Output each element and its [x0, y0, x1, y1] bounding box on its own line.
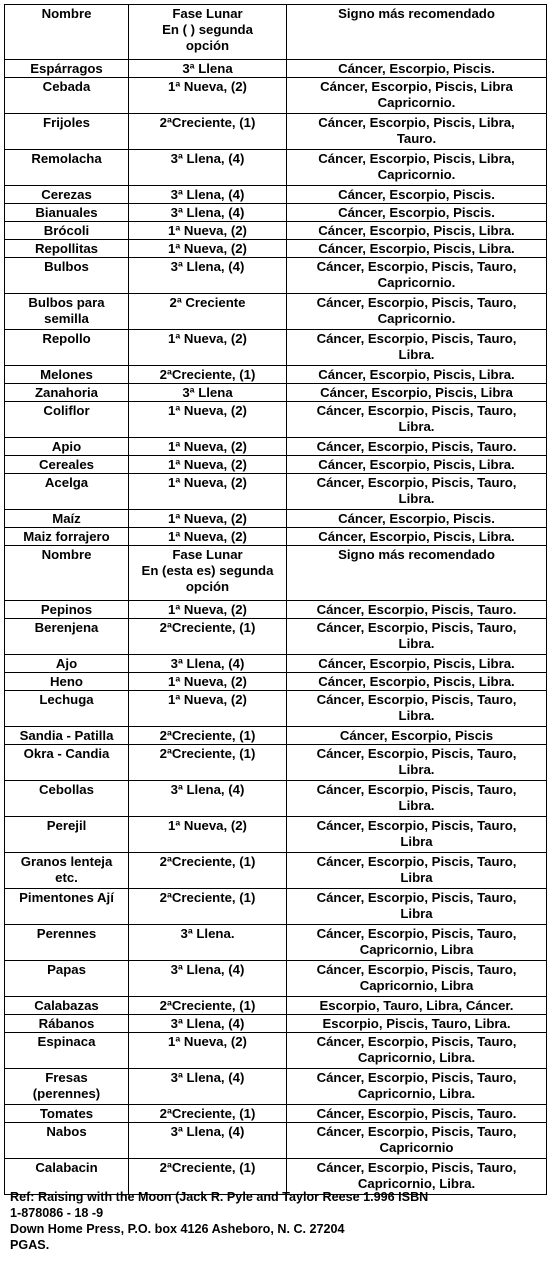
moon-phase: 1ª Nueva, (2) — [129, 330, 287, 366]
cell-line: Calabazas — [34, 998, 99, 1013]
header-fase-lunar — [129, 5, 287, 60]
recommended-signs — [287, 78, 547, 114]
table-row — [5, 691, 547, 727]
cell-line: Cáncer, Escorpio, Piscis, Tauro, — [316, 295, 517, 310]
table-row — [5, 384, 547, 402]
recommended-signs — [287, 510, 547, 528]
moon-phase: 2ªCreciente, (1) — [129, 745, 287, 781]
cell-line: Acelga — [44, 475, 89, 490]
moon-phase: 1ª Nueva, (2) — [129, 528, 287, 546]
moon-phase: 1ª Nueva, (2) — [129, 222, 287, 240]
cell-line: Okra - Candia — [23, 746, 110, 761]
table-header-second — [5, 546, 547, 601]
cell-line: Cáncer, Escorpio, Piscis, Libra. — [318, 367, 515, 382]
table-row — [5, 474, 547, 510]
cell-line: Cebada — [42, 79, 91, 94]
table-row — [5, 673, 547, 691]
crop-name — [5, 961, 129, 997]
cell-line: Lechuga — [39, 692, 94, 707]
planting-table — [4, 4, 547, 1195]
cell-line: Maiz forrajero — [23, 529, 110, 544]
recommended-signs — [287, 601, 547, 619]
cell-line: Escorpio, Tauro, Libra, Cáncer. — [319, 998, 514, 1013]
cell-line: Capricornio. — [377, 311, 456, 326]
cell-line: Repollitas — [34, 241, 99, 256]
table-row — [5, 222, 547, 240]
crop-name — [5, 1105, 129, 1123]
crop-name — [5, 456, 129, 474]
table-row — [5, 601, 547, 619]
cell-line: Tomates — [39, 1106, 94, 1121]
moon-phase: 2ªCreciente, (1) — [129, 853, 287, 889]
recommended-signs — [287, 745, 547, 781]
cell-line: Cáncer, Escorpio, Piscis, Tauro, — [316, 403, 517, 418]
recommended-signs — [287, 204, 547, 222]
cell-line: etc. — [55, 870, 78, 885]
table-row — [5, 1105, 547, 1123]
crop-name — [5, 817, 129, 853]
crop-name — [5, 619, 129, 655]
recommended-signs — [287, 1033, 547, 1069]
table-row — [5, 1033, 547, 1069]
cell-line: Capricornio, Libra. — [357, 1176, 476, 1191]
cell-line: Cáncer, Escorpio, Piscis, Tauro, — [316, 1124, 517, 1139]
recommended-signs — [287, 1069, 547, 1105]
table-row — [5, 330, 547, 366]
moon-phase: 3ª Llena — [129, 384, 287, 402]
cell-line: Capricornio — [379, 1140, 454, 1155]
cell-line: Granos lenteja — [20, 854, 113, 869]
recommended-signs — [287, 258, 547, 294]
cell-line: Maíz — [52, 511, 81, 526]
recommended-signs — [287, 240, 547, 258]
recommended-signs — [287, 727, 547, 745]
header-signo: Signo más recomendado — [287, 546, 547, 601]
cell-line: Espárragos — [30, 61, 103, 76]
recommended-signs — [287, 961, 547, 997]
cell-line: Libra. — [398, 347, 435, 362]
cell-line: Cáncer, Escorpio, Piscis, Tauro, — [316, 1160, 517, 1175]
cell-line: Cáncer, Escorpio, Piscis, Tauro, — [316, 890, 517, 905]
cell-line: Capricornio, Libra. — [357, 1086, 476, 1101]
cell-line: Cáncer, Escorpio, Piscis. — [338, 511, 495, 526]
moon-phase: 3ª Llena, (4) — [129, 781, 287, 817]
moon-phase: 1ª Nueva, (2) — [129, 240, 287, 258]
table-row — [5, 619, 547, 655]
cell-line: Calabacin — [35, 1160, 98, 1175]
moon-phase: 1ª Nueva, (2) — [129, 817, 287, 853]
moon-phase: 3ª Llena. — [129, 925, 287, 961]
cell-line: Cáncer, Escorpio, Piscis, Libra. — [318, 241, 515, 256]
moon-phase: 2ª Creciente — [129, 294, 287, 330]
table-row — [5, 60, 547, 78]
cell-line: En (esta es) segunda — [141, 563, 274, 578]
table-row — [5, 294, 547, 330]
cell-line: Cáncer, Escorpio, Piscis, Tauro. — [316, 602, 517, 617]
cell-line: Cáncer, Escorpio, Piscis, Libra, — [318, 115, 515, 130]
cell-line: Cáncer, Escorpio, Piscis, Tauro, — [316, 782, 517, 797]
table-row — [5, 510, 547, 528]
cell-line: Libra — [400, 834, 433, 849]
recommended-signs — [287, 655, 547, 673]
table-row — [5, 456, 547, 474]
recommended-signs — [287, 528, 547, 546]
crop-name — [5, 150, 129, 186]
crop-name — [5, 204, 129, 222]
crop-name — [5, 853, 129, 889]
cell-line: Libra. — [398, 419, 435, 434]
moon-phase: 2ªCreciente, (1) — [129, 619, 287, 655]
cell-line: Zanahoria — [34, 385, 99, 400]
cell-line: Berenjena — [34, 620, 99, 635]
moon-phase: 1ª Nueva, (2) — [129, 510, 287, 528]
header-nombre: Nombre — [5, 5, 129, 60]
recommended-signs — [287, 781, 547, 817]
cell-line: Libra — [400, 870, 433, 885]
cell-line: Pimentones Ají — [19, 890, 114, 905]
cell-line: Fase Lunar — [172, 547, 243, 562]
crop-name — [5, 78, 129, 114]
cell-line: Fase Lunar — [172, 6, 243, 21]
cell-line: Cáncer, Escorpio, Piscis, Libra. — [318, 674, 515, 689]
cell-line: Cáncer, Escorpio, Piscis, Tauro. — [316, 439, 517, 454]
moon-phase: 3ª Llena, (4) — [129, 655, 287, 673]
cell-line: Libra. — [398, 798, 435, 813]
cell-line: En ( ) segunda — [162, 22, 253, 37]
moon-phase: 2ªCreciente, (1) — [129, 889, 287, 925]
table-row — [5, 925, 547, 961]
recommended-signs — [287, 997, 547, 1015]
crop-name — [5, 528, 129, 546]
cell-line: Cáncer, Escorpio, Piscis. — [338, 205, 495, 220]
header-fase-lunar — [129, 546, 287, 601]
crop-name — [5, 1123, 129, 1159]
table-row — [5, 1123, 547, 1159]
moon-phase: 3ª Llena, (4) — [129, 961, 287, 997]
crop-name — [5, 258, 129, 294]
cell-line: opción — [185, 38, 230, 53]
cell-line: Cáncer, Escorpio, Piscis, Tauro, — [316, 475, 517, 490]
recommended-signs — [287, 619, 547, 655]
recommended-signs — [287, 474, 547, 510]
cell-line: Cerezas — [41, 187, 92, 202]
cell-line: Capricornio. — [377, 95, 456, 110]
crop-name — [5, 438, 129, 456]
moon-phase: 3ª Llena — [129, 60, 287, 78]
cell-line: Papas — [47, 962, 86, 977]
crop-name — [5, 601, 129, 619]
cell-line: Ajo — [55, 656, 78, 671]
moon-phase: 3ª Llena, (4) — [129, 204, 287, 222]
crop-name — [5, 691, 129, 727]
cell-line: Cáncer, Escorpio, Piscis, Libra. — [318, 223, 515, 238]
cell-line: Heno — [50, 674, 83, 689]
cell-line: Cáncer, Escorpio, Piscis, Libra — [320, 79, 513, 94]
cell-line: Bianuales — [35, 205, 98, 220]
cell-line: Cáncer, Escorpio, Piscis. — [338, 187, 495, 202]
moon-phase: 1ª Nueva, (2) — [129, 691, 287, 727]
crop-name — [5, 240, 129, 258]
moon-phase: 3ª Llena, (4) — [129, 1069, 287, 1105]
table-row — [5, 402, 547, 438]
cell-line: Bulbos — [44, 259, 89, 274]
cell-line: Fresas — [45, 1070, 88, 1085]
table-row — [5, 1069, 547, 1105]
moon-phase: 1ª Nueva, (2) — [129, 78, 287, 114]
cell-line: Frijoles — [43, 115, 90, 130]
recommended-signs — [287, 384, 547, 402]
reference-line: Down Home Press, P.O. box 4126 Asheboro, N. C. 27204 — [10, 1222, 345, 1236]
crop-name — [5, 745, 129, 781]
cell-line: Capricornio, Libra — [359, 942, 474, 957]
cell-line: Cereales — [39, 457, 94, 472]
recommended-signs — [287, 366, 547, 384]
cell-line: Cáncer, Escorpio, Piscis, Tauro. — [316, 1106, 517, 1121]
moon-phase: 3ª Llena, (4) — [129, 258, 287, 294]
crop-name — [5, 402, 129, 438]
crop-name — [5, 474, 129, 510]
recommended-signs — [287, 150, 547, 186]
moon-phase: 1ª Nueva, (2) — [129, 438, 287, 456]
moon-phase: 2ªCreciente, (1) — [129, 727, 287, 745]
cell-line: Capricornio. — [377, 275, 456, 290]
cell-line: Cáncer, Escorpio, Piscis, Tauro, — [316, 818, 517, 833]
moon-phase: 1ª Nueva, (2) — [129, 474, 287, 510]
cell-line: Cáncer, Escorpio, Piscis, Tauro, — [316, 746, 517, 761]
cell-line: Cáncer, Escorpio, Piscis, Libra, — [318, 151, 515, 166]
table-row — [5, 1015, 547, 1033]
moon-phase: 3ª Llena, (4) — [129, 150, 287, 186]
table-row — [5, 114, 547, 150]
crop-name — [5, 114, 129, 150]
cell-line: Pepinos — [40, 602, 93, 617]
crop-name — [5, 330, 129, 366]
cell-line: Libra. — [398, 491, 435, 506]
moon-phase: 3ª Llena, (4) — [129, 1015, 287, 1033]
table-row — [5, 186, 547, 204]
reference-line: PGAS. — [10, 1238, 50, 1252]
recommended-signs — [287, 853, 547, 889]
table-row — [5, 258, 547, 294]
cell-line: (perennes) — [32, 1086, 101, 1101]
recommended-signs — [287, 330, 547, 366]
cell-line: Capricornio, Libra — [359, 978, 474, 993]
cell-line: Capricornio. — [377, 167, 456, 182]
table-row — [5, 853, 547, 889]
cell-line: Cáncer, Escorpio, Piscis, Tauro, — [316, 331, 517, 346]
cell-line: Cáncer, Escorpio, Piscis — [339, 728, 494, 743]
recommended-signs — [287, 1015, 547, 1033]
cell-line: Cáncer, Escorpio, Piscis, Tauro, — [316, 1034, 517, 1049]
moon-phase: 2ªCreciente, (1) — [129, 366, 287, 384]
table-row — [5, 240, 547, 258]
recommended-signs — [287, 186, 547, 204]
cell-line: Cáncer, Escorpio, Piscis, Libra. — [318, 457, 515, 472]
recommended-signs — [287, 817, 547, 853]
table-row — [5, 78, 547, 114]
crop-name — [5, 1033, 129, 1069]
cell-line: Libra. — [398, 708, 435, 723]
crop-name — [5, 384, 129, 402]
cell-line: Espinaca — [37, 1034, 96, 1049]
recommended-signs — [287, 438, 547, 456]
cell-line: Perennes — [36, 926, 97, 941]
recommended-signs — [287, 222, 547, 240]
table-row — [5, 745, 547, 781]
cell-line: Cáncer, Escorpio, Piscis, Tauro, — [316, 259, 517, 274]
reference-note — [10, 1189, 540, 1253]
crop-name — [5, 673, 129, 691]
crop-name — [5, 997, 129, 1015]
table-row — [5, 150, 547, 186]
table-row — [5, 889, 547, 925]
cell-line: Melones — [40, 367, 93, 382]
reference-line: Ref: Raising with the Moon (Jack R. Pyle and Taylor Reese 1.996 ISBN — [10, 1190, 429, 1204]
recommended-signs — [287, 673, 547, 691]
moon-phase: 1ª Nueva, (2) — [129, 1033, 287, 1069]
cell-line: Nabos — [46, 1124, 87, 1139]
crop-name — [5, 60, 129, 78]
crop-name — [5, 510, 129, 528]
crop-name — [5, 366, 129, 384]
cell-line: Cáncer, Escorpio, Piscis, Libra. — [318, 656, 515, 671]
cell-line: Libra — [400, 906, 433, 921]
table-row — [5, 961, 547, 997]
crop-name — [5, 294, 129, 330]
cell-line: opción — [185, 579, 230, 594]
crop-name — [5, 727, 129, 745]
table-row — [5, 528, 547, 546]
moon-phase: 1ª Nueva, (2) — [129, 673, 287, 691]
moon-phase: 2ªCreciente, (1) — [129, 114, 287, 150]
cell-line: Cáncer, Escorpio, Piscis, Libra — [320, 385, 513, 400]
recommended-signs — [287, 889, 547, 925]
moon-phase: 2ªCreciente, (1) — [129, 997, 287, 1015]
cell-line: Cáncer, Escorpio, Piscis. — [338, 61, 495, 76]
recommended-signs — [287, 60, 547, 78]
reference-line: 1-878086 - 18 -9 — [10, 1206, 104, 1220]
recommended-signs — [287, 294, 547, 330]
cell-line: Escorpio, Piscis, Tauro, Libra. — [322, 1016, 511, 1031]
table-header — [5, 5, 547, 60]
recommended-signs — [287, 114, 547, 150]
cell-line: Coliflor — [43, 403, 90, 418]
moon-phase: 3ª Llena, (4) — [129, 1123, 287, 1159]
cell-line: Brócoli — [43, 223, 90, 238]
crop-name — [5, 781, 129, 817]
table-row — [5, 438, 547, 456]
cell-line: Rábanos — [38, 1016, 95, 1031]
recommended-signs — [287, 925, 547, 961]
table-row — [5, 655, 547, 673]
cell-line: Libra. — [398, 762, 435, 777]
cell-line: Capricornio, Libra. — [357, 1050, 476, 1065]
recommended-signs — [287, 1105, 547, 1123]
crop-name — [5, 925, 129, 961]
cell-line: Cáncer, Escorpio, Piscis, Tauro, — [316, 692, 517, 707]
recommended-signs — [287, 691, 547, 727]
cell-line: semilla — [44, 311, 89, 326]
table-row — [5, 366, 547, 384]
cell-line: Repollo — [42, 331, 91, 346]
header-signo: Signo más recomendado — [287, 5, 547, 60]
cell-line: Libra. — [398, 636, 435, 651]
crop-name — [5, 1015, 129, 1033]
crop-name — [5, 222, 129, 240]
moon-phase: 1ª Nueva, (2) — [129, 456, 287, 474]
table-row — [5, 204, 547, 222]
table-row — [5, 727, 547, 745]
recommended-signs — [287, 402, 547, 438]
recommended-signs — [287, 456, 547, 474]
cell-line: Apio — [51, 439, 82, 454]
cell-line: Tauro. — [396, 131, 437, 146]
moon-phase: 2ªCreciente, (1) — [129, 1159, 287, 1195]
header-nombre: Nombre — [5, 546, 129, 601]
cell-line: Sandia - Patilla — [19, 728, 114, 743]
moon-phase: 1ª Nueva, (2) — [129, 601, 287, 619]
cell-line: Remolacha — [31, 151, 102, 166]
cell-line: Bulbos para — [28, 295, 105, 310]
table-row — [5, 817, 547, 853]
moon-phase: 1ª Nueva, (2) — [129, 402, 287, 438]
crop-name — [5, 889, 129, 925]
cell-line: Cáncer, Escorpio, Piscis, Tauro, — [316, 926, 517, 941]
cell-line: Perejil — [46, 818, 87, 833]
cell-line: Cáncer, Escorpio, Piscis, Libra. — [318, 529, 515, 544]
table-row — [5, 997, 547, 1015]
crop-name — [5, 1069, 129, 1105]
recommended-signs — [287, 1123, 547, 1159]
cell-line: Cebollas — [39, 782, 94, 797]
table-row — [5, 781, 547, 817]
cell-line: Cáncer, Escorpio, Piscis, Tauro, — [316, 620, 517, 635]
moon-phase: 2ªCreciente, (1) — [129, 1105, 287, 1123]
cell-line: Cáncer, Escorpio, Piscis, Tauro, — [316, 962, 517, 977]
moon-phase: 3ª Llena, (4) — [129, 186, 287, 204]
cell-line: Cáncer, Escorpio, Piscis, Tauro, — [316, 1070, 517, 1085]
crop-name — [5, 655, 129, 673]
cell-line: Cáncer, Escorpio, Piscis, Tauro, — [316, 854, 517, 869]
crop-name — [5, 186, 129, 204]
